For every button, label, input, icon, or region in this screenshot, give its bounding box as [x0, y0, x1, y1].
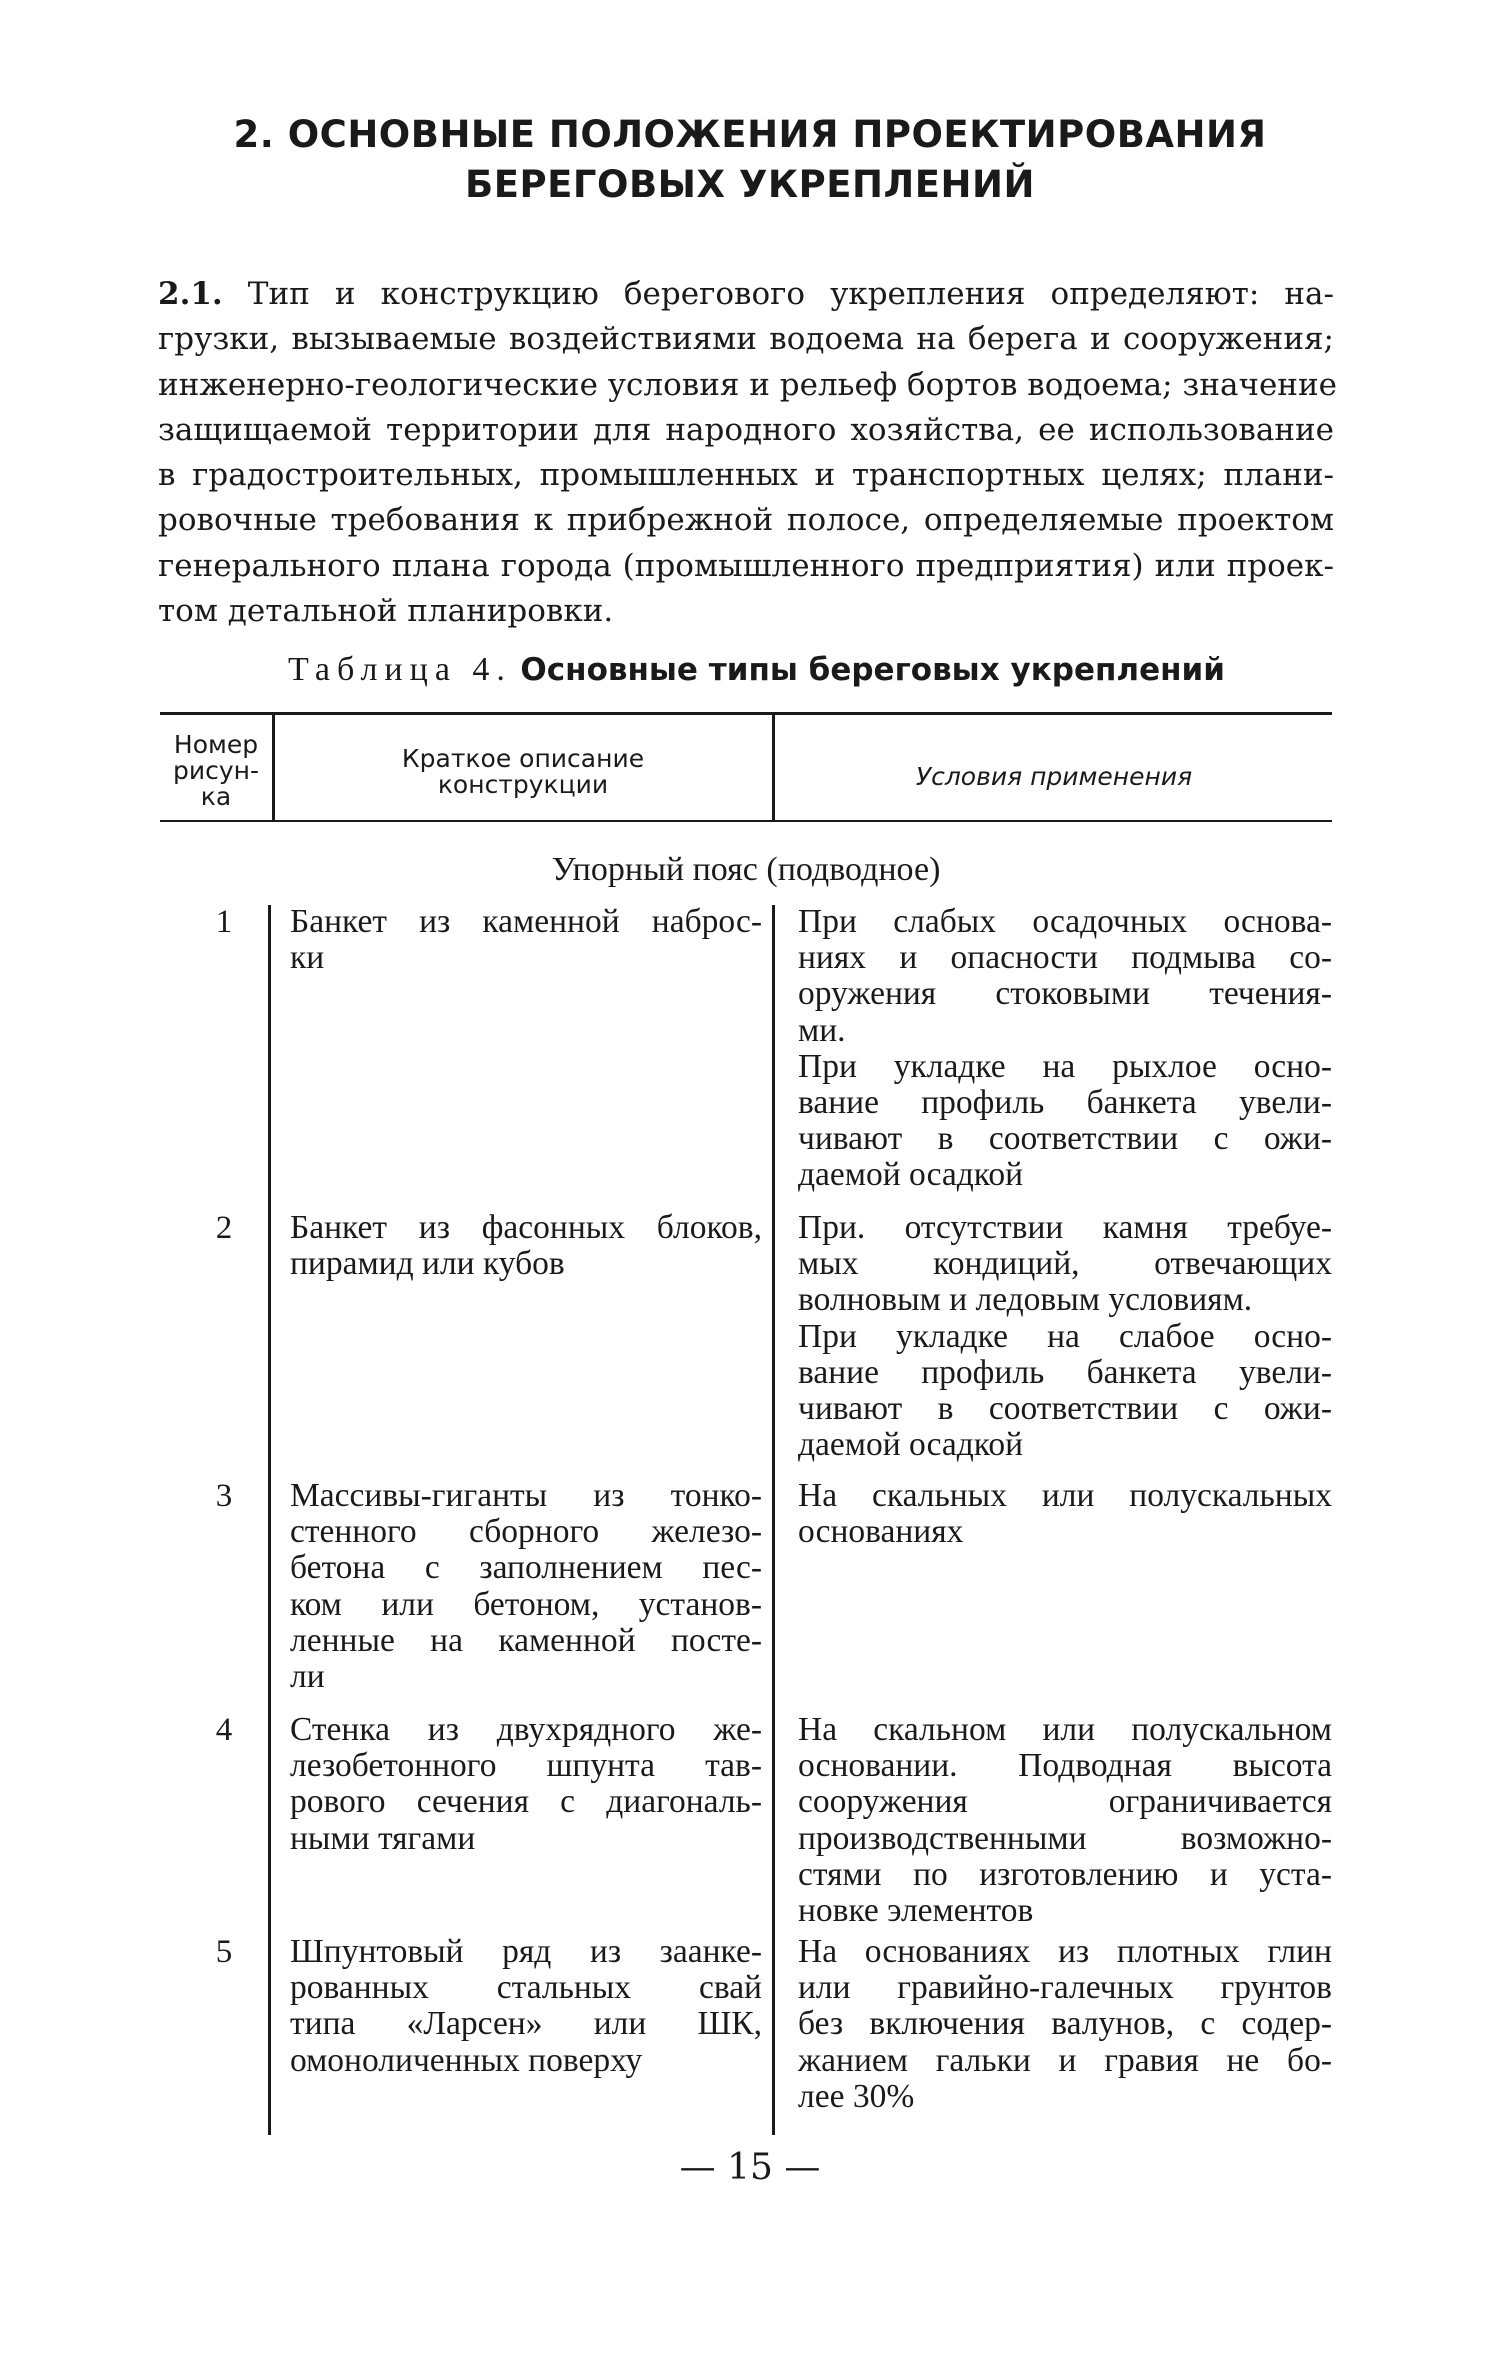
row-2-description — [290, 1210, 762, 1282]
column-divider-2 — [772, 905, 775, 2135]
row-3-description — [290, 1478, 762, 1695]
table-section-title: Упорный пояс (подводное) — [551, 851, 941, 888]
cell-line: новке элементов — [798, 1892, 1034, 1930]
row-5-conditions — [798, 1934, 1332, 2115]
cell-line: ли — [290, 1658, 325, 1696]
table-header-rule — [160, 820, 1332, 822]
cell-line: ниях и опасности подмыва со- — [798, 939, 1332, 977]
row-5-number: 5 — [215, 1934, 233, 1970]
header-conditions: Условия применения — [915, 762, 1193, 791]
cell-line: При слабых осадочных основа- — [798, 903, 1332, 940]
header-number-line: Номер — [173, 730, 259, 759]
paragraph-line: грузки, вызываемые воздействиями водоема на берега и сооружения; — [158, 321, 1334, 358]
paragraph-line: защищаемой территории для народного хозяйства, ее использование — [158, 411, 1334, 448]
paragraph-line: том детальной планировки. — [158, 593, 614, 630]
paragraph-line: ровочные требования к прибрежной полосе, определяемые проектом — [158, 502, 1334, 539]
cell-line: ленные на каменной посте- — [290, 1621, 762, 1659]
cell-line: При укладке на слабое осно- — [798, 1317, 1332, 1355]
cell-line: основании. Подводная высота — [798, 1747, 1332, 1785]
cell-line: рового сечения с диагональ- — [290, 1783, 762, 1821]
cell-line: Массивы-гиганты из тонко- — [290, 1477, 762, 1514]
cell-line: ми. — [798, 1011, 846, 1049]
row-1-description — [290, 904, 762, 976]
cell-line: вание профиль банкета увели- — [798, 1084, 1332, 1122]
paragraph-number: 2.1. — [158, 276, 223, 312]
header-description — [276, 746, 770, 798]
cell-line: оружения стоковыми течения- — [798, 975, 1332, 1013]
header-divider-1 — [272, 715, 275, 820]
row-4-description — [290, 1712, 762, 1857]
cell-line: пирамид или кубов — [290, 1245, 565, 1283]
cell-line: Стенка из двухрядного же- — [290, 1711, 762, 1748]
header-number-line: рисун- — [172, 756, 260, 785]
cell-line: Шпунтовый ряд из заанке- — [290, 1933, 762, 1970]
row-5-description — [290, 1934, 762, 2079]
table-caption-title: Основные типы береговых укреплений — [520, 652, 1225, 688]
row-4-number: 4 — [215, 1712, 233, 1748]
header-description-line: Краткое описание — [401, 744, 645, 773]
paragraph-line: инженерно-геологические условия и рельеф бортов водоема; значение — [158, 366, 1337, 403]
cell-line: На основаниях из плотных глин — [798, 1933, 1332, 1970]
header-number — [160, 732, 272, 810]
cell-line: основаниях — [798, 1513, 964, 1551]
paragraph-2-1 — [158, 272, 1337, 634]
table-caption-label: Таблица 4. — [288, 651, 512, 688]
cell-line: лезобетонного шпунта тав- — [290, 1747, 762, 1785]
cell-line: стями по изготовлению и уста- — [798, 1855, 1332, 1893]
heading-line-2: БЕРЕГОВЫХ УКРЕПЛЕНИЙ — [465, 163, 1035, 206]
cell-line: омоноличенных поверху — [290, 2041, 643, 2079]
row-3-number: 3 — [215, 1478, 233, 1514]
cell-line: волновым и ледовым условиям. — [798, 1281, 1253, 1319]
cell-line: ки — [290, 939, 325, 977]
section-heading — [160, 110, 1340, 210]
heading-line-1: 2. ОСНОВНЫЕ ПОЛОЖЕНИЯ ПРОЕКТИРОВАНИЯ — [233, 113, 1267, 156]
table-top-rule — [160, 712, 1332, 715]
cell-line: жанием гальки и гравия не бо- — [798, 2041, 1332, 2079]
cell-line: даемой осадкой — [798, 1426, 1024, 1464]
row-3-conditions — [798, 1478, 1332, 1550]
table-caption — [288, 648, 1225, 692]
row-1-number: 1 — [215, 904, 233, 940]
page-number: — 15 — — [679, 2147, 821, 2188]
cell-line: Банкет из каменной наброс- — [290, 903, 762, 940]
header-divider-2 — [772, 715, 775, 820]
cell-line: стенного сборного железо- — [290, 1513, 762, 1551]
cell-line: На скальных или полускальных — [798, 1477, 1332, 1514]
cell-line: производственными возможно- — [798, 1819, 1332, 1857]
paragraph-line: генерального плана города (промышленного предприятия) или проек- — [158, 547, 1334, 584]
header-description-line: конструкции — [437, 770, 609, 799]
header-number-line: ка — [200, 782, 232, 811]
cell-line: При. отсутствии камня требуе- — [798, 1209, 1332, 1246]
cell-line: чивают в соответствии с ожи- — [798, 1120, 1332, 1158]
cell-line: или гравийно-галечных грунтов — [798, 1969, 1332, 2007]
row-2-conditions — [798, 1210, 1332, 1463]
cell-line: При укладке на рыхлое осно- — [798, 1047, 1332, 1085]
cell-line: мых кондиций, отвечающих — [798, 1245, 1332, 1283]
cell-line: ком или бетоном, установ- — [290, 1585, 762, 1623]
paragraph-line: в градостроительных, промышленных и транспортных целях; плани- — [158, 457, 1334, 494]
cell-line: Банкет из фасонных блоков, — [290, 1209, 762, 1246]
cell-line: без включения валунов, с содер- — [798, 2005, 1332, 2043]
cell-line: ными тягами — [290, 1819, 476, 1857]
paragraph-line: 2.1. Тип и конструкцию берегового укрепления определяют: на- — [158, 276, 1334, 312]
row-4-conditions — [798, 1712, 1332, 1929]
cell-line: сооружения ограничивается — [798, 1783, 1332, 1821]
cell-line: бетона с заполнением пес- — [290, 1549, 762, 1587]
cell-line: лее 30% — [798, 2077, 915, 2115]
row-2-number: 2 — [215, 1210, 233, 1246]
row-1-conditions — [798, 904, 1332, 1194]
cell-line: На скальном или полускальном — [798, 1711, 1332, 1748]
cell-line: типа «Ларсен» или ШК, — [290, 2005, 762, 2043]
cell-line: вание профиль банкета увели- — [798, 1353, 1332, 1391]
cell-line: даемой осадкой — [798, 1156, 1024, 1194]
cell-line: чивают в соответствии с ожи- — [798, 1390, 1332, 1428]
cell-line: рованных стальных свай — [290, 1969, 762, 2007]
